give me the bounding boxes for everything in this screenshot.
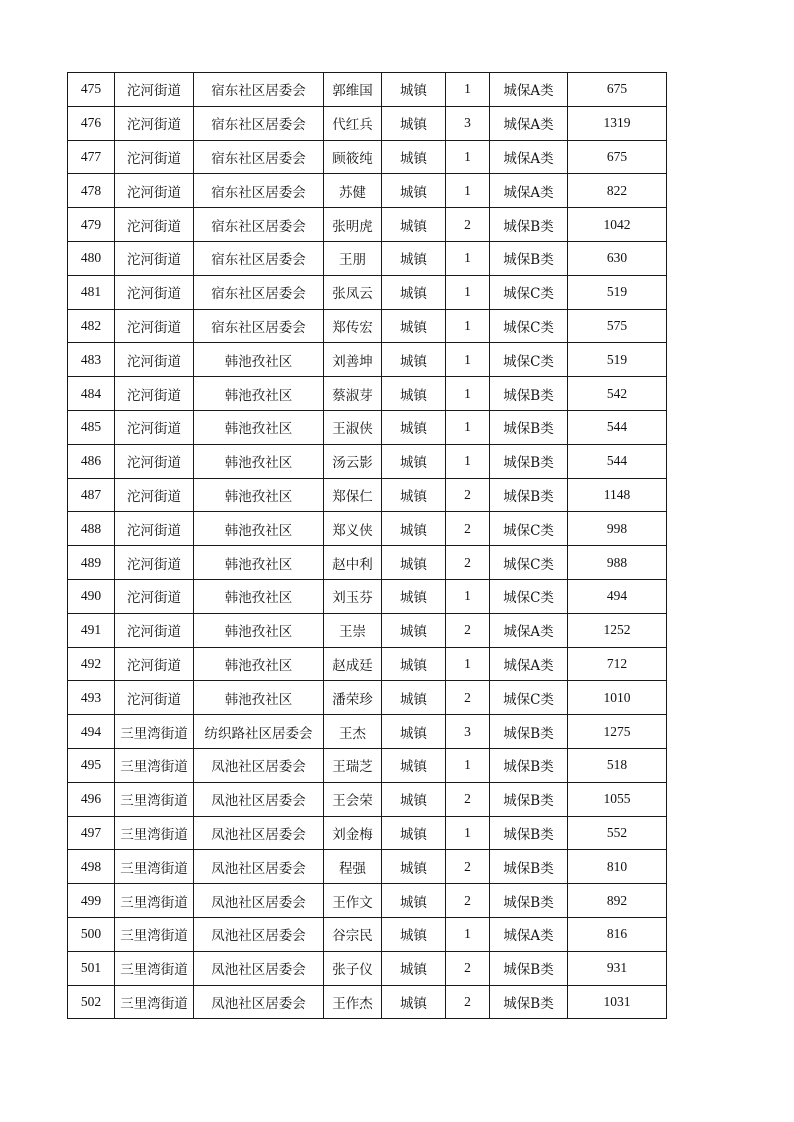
name-cell: 郑保仁 — [324, 478, 382, 512]
name-cell: 程强 — [324, 850, 382, 884]
amount-cell: 1010 — [568, 681, 667, 715]
household-type-cell: 城镇 — [382, 579, 446, 613]
person-count-cell: 2 — [446, 613, 490, 647]
street-cell: 三里湾街道 — [115, 917, 194, 951]
category-cell: 城保C类 — [490, 546, 568, 580]
row-number-cell: 489 — [68, 546, 115, 580]
table-row — [68, 647, 667, 681]
person-count-cell: 2 — [446, 512, 490, 546]
name-cell: 王作杰 — [324, 985, 382, 1019]
name-cell: 潘荣珍 — [324, 681, 382, 715]
name-cell: 郭维国 — [324, 73, 382, 107]
name-cell: 代红兵 — [324, 106, 382, 140]
community-cell: 宿东社区居委会 — [194, 208, 324, 242]
person-count-cell: 2 — [446, 985, 490, 1019]
community-cell: 韩池孜社区 — [194, 478, 324, 512]
amount-cell: 518 — [568, 748, 667, 782]
amount-cell: 1148 — [568, 478, 667, 512]
community-cell: 韩池孜社区 — [194, 681, 324, 715]
amount-cell: 630 — [568, 241, 667, 275]
name-cell: 刘玉芬 — [324, 579, 382, 613]
amount-cell: 931 — [568, 951, 667, 985]
person-count-cell: 2 — [446, 546, 490, 580]
table-row — [68, 73, 667, 107]
table-row — [68, 850, 667, 884]
category-cell: 城保B类 — [490, 241, 568, 275]
name-cell: 汤云影 — [324, 444, 382, 478]
community-cell: 宿东社区居委会 — [194, 140, 324, 174]
street-cell: 三里湾街道 — [115, 816, 194, 850]
category-cell: 城保B类 — [490, 884, 568, 918]
household-type-cell: 城镇 — [382, 140, 446, 174]
row-number-cell: 490 — [68, 579, 115, 613]
person-count-cell: 3 — [446, 106, 490, 140]
street-cell: 三里湾街道 — [115, 850, 194, 884]
person-count-cell: 1 — [446, 309, 490, 343]
amount-cell: 494 — [568, 579, 667, 613]
name-cell: 顾筱纯 — [324, 140, 382, 174]
row-number-cell: 498 — [68, 850, 115, 884]
street-cell: 三里湾街道 — [115, 951, 194, 985]
amount-cell: 712 — [568, 647, 667, 681]
category-cell: 城保B类 — [490, 816, 568, 850]
community-cell: 宿东社区居委会 — [194, 73, 324, 107]
row-number-cell: 492 — [68, 647, 115, 681]
table-row — [68, 512, 667, 546]
household-type-cell: 城镇 — [382, 884, 446, 918]
category-cell: 城保A类 — [490, 140, 568, 174]
community-cell: 凤池社区居委会 — [194, 917, 324, 951]
amount-cell: 988 — [568, 546, 667, 580]
table-row — [68, 782, 667, 816]
table-row — [68, 917, 667, 951]
row-number-cell: 485 — [68, 410, 115, 444]
community-cell: 宿东社区居委会 — [194, 275, 324, 309]
street-cell: 沱河街道 — [115, 73, 194, 107]
person-count-cell: 2 — [446, 850, 490, 884]
household-type-cell: 城镇 — [382, 309, 446, 343]
category-cell: 城保C类 — [490, 681, 568, 715]
household-type-cell: 城镇 — [382, 444, 446, 478]
person-count-cell: 1 — [446, 275, 490, 309]
table-row — [68, 241, 667, 275]
street-cell: 三里湾街道 — [115, 985, 194, 1019]
household-type-cell: 城镇 — [382, 174, 446, 208]
community-cell: 韩池孜社区 — [194, 647, 324, 681]
street-cell: 沱河街道 — [115, 343, 194, 377]
person-count-cell: 1 — [446, 73, 490, 107]
row-number-cell: 484 — [68, 377, 115, 411]
table-row — [68, 478, 667, 512]
street-cell: 三里湾街道 — [115, 748, 194, 782]
category-cell: 城保B类 — [490, 444, 568, 478]
row-number-cell: 494 — [68, 715, 115, 749]
row-number-cell: 479 — [68, 208, 115, 242]
name-cell: 王朋 — [324, 241, 382, 275]
row-number-cell: 480 — [68, 241, 115, 275]
street-cell: 沱河街道 — [115, 410, 194, 444]
row-number-cell: 476 — [68, 106, 115, 140]
person-count-cell: 2 — [446, 681, 490, 715]
street-cell: 沱河街道 — [115, 208, 194, 242]
table-row — [68, 444, 667, 478]
person-count-cell: 1 — [446, 816, 490, 850]
table-row — [68, 985, 667, 1019]
subsidy-roster-table — [67, 72, 667, 1019]
household-type-cell: 城镇 — [382, 106, 446, 140]
name-cell: 郑传宏 — [324, 309, 382, 343]
table-row — [68, 884, 667, 918]
community-cell: 韩池孜社区 — [194, 512, 324, 546]
name-cell: 王崇 — [324, 613, 382, 647]
name-cell: 王会荣 — [324, 782, 382, 816]
table-row — [68, 681, 667, 715]
household-type-cell: 城镇 — [382, 241, 446, 275]
street-cell: 沱河街道 — [115, 681, 194, 715]
person-count-cell: 2 — [446, 951, 490, 985]
household-type-cell: 城镇 — [382, 208, 446, 242]
row-number-cell: 475 — [68, 73, 115, 107]
household-type-cell: 城镇 — [382, 985, 446, 1019]
name-cell: 张明虎 — [324, 208, 382, 242]
household-type-cell: 城镇 — [382, 681, 446, 715]
community-cell: 韩池孜社区 — [194, 613, 324, 647]
street-cell: 沱河街道 — [115, 106, 194, 140]
table-row — [68, 343, 667, 377]
household-type-cell: 城镇 — [382, 613, 446, 647]
name-cell: 刘金梅 — [324, 816, 382, 850]
street-cell: 沱河街道 — [115, 140, 194, 174]
category-cell: 城保A类 — [490, 174, 568, 208]
street-cell: 沱河街道 — [115, 546, 194, 580]
household-type-cell: 城镇 — [382, 748, 446, 782]
street-cell: 三里湾街道 — [115, 782, 194, 816]
amount-cell: 1042 — [568, 208, 667, 242]
street-cell: 沱河街道 — [115, 613, 194, 647]
row-number-cell: 486 — [68, 444, 115, 478]
category-cell: 城保C类 — [490, 512, 568, 546]
community-cell: 凤池社区居委会 — [194, 985, 324, 1019]
person-count-cell: 1 — [446, 444, 490, 478]
table-row — [68, 579, 667, 613]
amount-cell: 575 — [568, 309, 667, 343]
household-type-cell: 城镇 — [382, 343, 446, 377]
household-type-cell: 城镇 — [382, 715, 446, 749]
household-type-cell: 城镇 — [382, 951, 446, 985]
row-number-cell: 477 — [68, 140, 115, 174]
document-page — [67, 72, 667, 1019]
person-count-cell: 2 — [446, 208, 490, 242]
table-row — [68, 715, 667, 749]
person-count-cell: 2 — [446, 782, 490, 816]
category-cell: 城保B类 — [490, 410, 568, 444]
category-cell: 城保B类 — [490, 782, 568, 816]
street-cell: 沱河街道 — [115, 275, 194, 309]
community-cell: 纺织路社区居委会 — [194, 715, 324, 749]
amount-cell: 1031 — [568, 985, 667, 1019]
name-cell: 王瑞芝 — [324, 748, 382, 782]
person-count-cell: 1 — [446, 579, 490, 613]
row-number-cell: 493 — [68, 681, 115, 715]
person-count-cell: 1 — [446, 647, 490, 681]
person-count-cell: 1 — [446, 917, 490, 951]
person-count-cell: 1 — [446, 241, 490, 275]
table-row — [68, 613, 667, 647]
table-body — [68, 73, 667, 1019]
community-cell: 韩池孜社区 — [194, 377, 324, 411]
household-type-cell: 城镇 — [382, 782, 446, 816]
table-row — [68, 140, 667, 174]
name-cell: 苏健 — [324, 174, 382, 208]
row-number-cell: 481 — [68, 275, 115, 309]
category-cell: 城保C类 — [490, 579, 568, 613]
street-cell: 沱河街道 — [115, 377, 194, 411]
name-cell: 张子仪 — [324, 951, 382, 985]
amount-cell: 1055 — [568, 782, 667, 816]
person-count-cell: 1 — [446, 748, 490, 782]
household-type-cell: 城镇 — [382, 478, 446, 512]
row-number-cell: 497 — [68, 816, 115, 850]
category-cell: 城保A类 — [490, 647, 568, 681]
table-row — [68, 106, 667, 140]
household-type-cell: 城镇 — [382, 546, 446, 580]
community-cell: 宿东社区居委会 — [194, 241, 324, 275]
category-cell: 城保A类 — [490, 613, 568, 647]
household-type-cell: 城镇 — [382, 73, 446, 107]
category-cell: 城保B类 — [490, 748, 568, 782]
amount-cell: 544 — [568, 444, 667, 478]
amount-cell: 675 — [568, 140, 667, 174]
community-cell: 凤池社区居委会 — [194, 782, 324, 816]
table-row — [68, 816, 667, 850]
street-cell: 沱河街道 — [115, 174, 194, 208]
category-cell: 城保C类 — [490, 275, 568, 309]
community-cell: 宿东社区居委会 — [194, 106, 324, 140]
community-cell: 宿东社区居委会 — [194, 174, 324, 208]
amount-cell: 1275 — [568, 715, 667, 749]
street-cell: 沱河街道 — [115, 444, 194, 478]
table-row — [68, 410, 667, 444]
row-number-cell: 500 — [68, 917, 115, 951]
name-cell: 郑义侠 — [324, 512, 382, 546]
street-cell: 沱河街道 — [115, 309, 194, 343]
household-type-cell: 城镇 — [382, 917, 446, 951]
street-cell: 沱河街道 — [115, 647, 194, 681]
row-number-cell: 482 — [68, 309, 115, 343]
amount-cell: 544 — [568, 410, 667, 444]
amount-cell: 1319 — [568, 106, 667, 140]
amount-cell: 892 — [568, 884, 667, 918]
category-cell: 城保B类 — [490, 377, 568, 411]
name-cell: 赵中利 — [324, 546, 382, 580]
row-number-cell: 491 — [68, 613, 115, 647]
community-cell: 凤池社区居委会 — [194, 816, 324, 850]
community-cell: 韩池孜社区 — [194, 546, 324, 580]
street-cell: 沱河街道 — [115, 579, 194, 613]
category-cell: 城保B类 — [490, 715, 568, 749]
row-number-cell: 501 — [68, 951, 115, 985]
household-type-cell: 城镇 — [382, 647, 446, 681]
community-cell: 凤池社区居委会 — [194, 850, 324, 884]
community-cell: 凤池社区居委会 — [194, 748, 324, 782]
community-cell: 凤池社区居委会 — [194, 951, 324, 985]
household-type-cell: 城镇 — [382, 377, 446, 411]
table-row — [68, 546, 667, 580]
street-cell: 沱河街道 — [115, 512, 194, 546]
person-count-cell: 2 — [446, 884, 490, 918]
table-row — [68, 275, 667, 309]
row-number-cell: 499 — [68, 884, 115, 918]
category-cell: 城保A类 — [490, 917, 568, 951]
name-cell: 王作文 — [324, 884, 382, 918]
person-count-cell: 1 — [446, 140, 490, 174]
category-cell: 城保A类 — [490, 73, 568, 107]
person-count-cell: 2 — [446, 478, 490, 512]
table-row — [68, 174, 667, 208]
row-number-cell: 496 — [68, 782, 115, 816]
category-cell: 城保B类 — [490, 850, 568, 884]
amount-cell: 810 — [568, 850, 667, 884]
street-cell: 沱河街道 — [115, 241, 194, 275]
row-number-cell: 488 — [68, 512, 115, 546]
amount-cell: 816 — [568, 917, 667, 951]
amount-cell: 542 — [568, 377, 667, 411]
community-cell: 凤池社区居委会 — [194, 884, 324, 918]
category-cell: 城保C类 — [490, 343, 568, 377]
table-row — [68, 377, 667, 411]
amount-cell: 675 — [568, 73, 667, 107]
row-number-cell: 487 — [68, 478, 115, 512]
amount-cell: 1252 — [568, 613, 667, 647]
street-cell: 三里湾街道 — [115, 884, 194, 918]
row-number-cell: 483 — [68, 343, 115, 377]
amount-cell: 822 — [568, 174, 667, 208]
community-cell: 韩池孜社区 — [194, 343, 324, 377]
category-cell: 城保C类 — [490, 309, 568, 343]
person-count-cell: 1 — [446, 343, 490, 377]
amount-cell: 519 — [568, 275, 667, 309]
table-row — [68, 309, 667, 343]
table-row — [68, 951, 667, 985]
name-cell: 蔡淑芽 — [324, 377, 382, 411]
table-row — [68, 208, 667, 242]
name-cell: 张凤云 — [324, 275, 382, 309]
name-cell: 王淑侠 — [324, 410, 382, 444]
name-cell: 谷宗民 — [324, 917, 382, 951]
amount-cell: 552 — [568, 816, 667, 850]
household-type-cell: 城镇 — [382, 512, 446, 546]
name-cell: 刘善坤 — [324, 343, 382, 377]
community-cell: 韩池孜社区 — [194, 410, 324, 444]
category-cell: 城保B类 — [490, 951, 568, 985]
community-cell: 韩池孜社区 — [194, 444, 324, 478]
category-cell: 城保B类 — [490, 985, 568, 1019]
category-cell: 城保B类 — [490, 478, 568, 512]
row-number-cell: 502 — [68, 985, 115, 1019]
household-type-cell: 城镇 — [382, 816, 446, 850]
row-number-cell: 478 — [68, 174, 115, 208]
category-cell: 城保B类 — [490, 208, 568, 242]
household-type-cell: 城镇 — [382, 850, 446, 884]
person-count-cell: 1 — [446, 410, 490, 444]
community-cell: 宿东社区居委会 — [194, 309, 324, 343]
community-cell: 韩池孜社区 — [194, 579, 324, 613]
person-count-cell: 3 — [446, 715, 490, 749]
row-number-cell: 495 — [68, 748, 115, 782]
name-cell: 王杰 — [324, 715, 382, 749]
street-cell: 三里湾街道 — [115, 715, 194, 749]
household-type-cell: 城镇 — [382, 275, 446, 309]
person-count-cell: 1 — [446, 174, 490, 208]
household-type-cell: 城镇 — [382, 410, 446, 444]
person-count-cell: 1 — [446, 377, 490, 411]
name-cell: 赵成廷 — [324, 647, 382, 681]
category-cell: 城保A类 — [490, 106, 568, 140]
amount-cell: 998 — [568, 512, 667, 546]
amount-cell: 519 — [568, 343, 667, 377]
street-cell: 沱河街道 — [115, 478, 194, 512]
table-row — [68, 748, 667, 782]
